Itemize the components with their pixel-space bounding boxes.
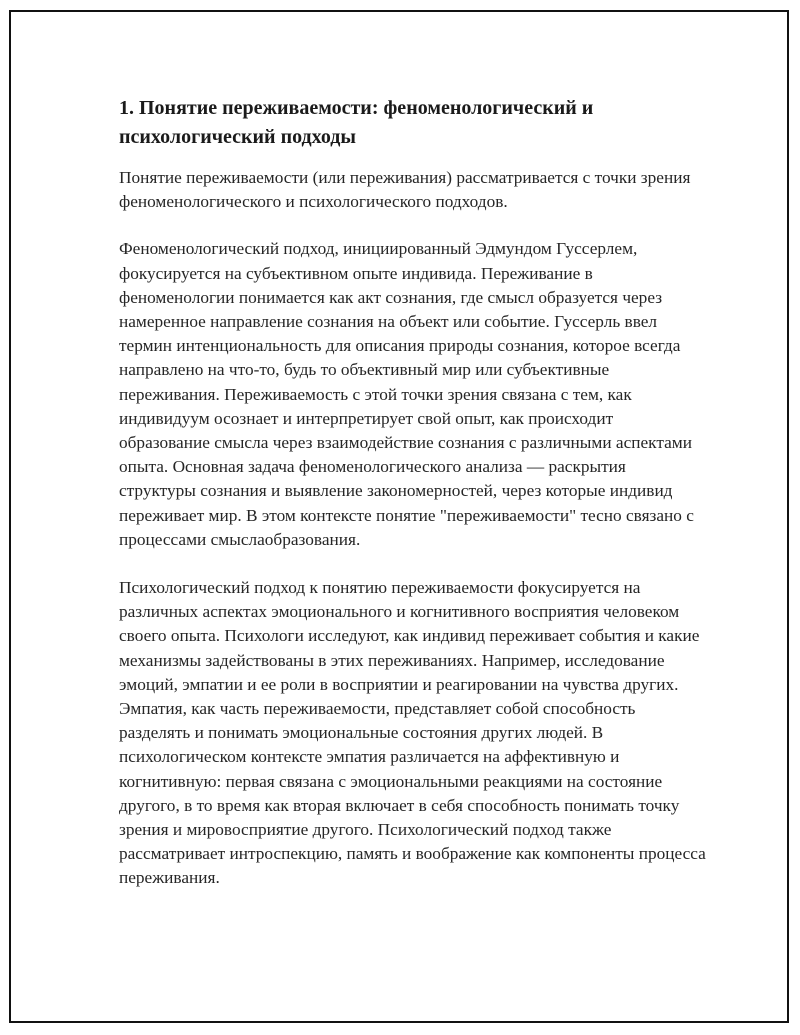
- page-frame: [9, 10, 789, 1023]
- paragraph-intro: Понятие переживаемости (или переживания) рассматривается с точки зрения феноменологического и психологического подходов.: [119, 168, 691, 212]
- paragraph-psychological: Психологический подход к понятию переживаемости фокусируется на различных аспектах эмоционального и когнитивного восприятия человеком своего опыта. Психологи исследуют, как индивид переживает события и какие механизмы задействованы в этих переживаниях. Например, исследование эмоций, эмпатии и ее роли в восприятии и реагировании на чувства других. Эмпатия, как часть переживаемости, представляет собой способность разделять и понимать эмоциональные состояния других людей. В психологическом контексте эмпатия различается на аффективную и когнитивную: первая связана с эмоциональными реакциями на состояние другого, в то время как вторая включает в себя способность понимать точку зрения и мировосприятие другого. Психологический подход также рассматривает интроспекцию, память и воображение как компоненты процесса переживания.: [119, 578, 706, 888]
- section-heading: 1. Понятие переживаемости: феноменологический и психологический подходы: [119, 97, 594, 148]
- paragraph-phenomenological: Феноменологический подход, инициированный Эдмундом Гуссерлем, фокусируется на субъективном опыте индивида. Переживание в феноменологии понимается как акт сознания, где смысл образуется через намеренное направление сознания на объект или событие. Гуссерль ввел термин интенциональность для описания природы сознания, которое всегда направлено на что-то, будь то объективный мир или субъективные переживания. Переживаемость с этой точки зрения связана с тем, как индивидуум осознает и интерпретирует свой опыт, как происходит образование смысла через взаимодействие сознания с различными аспектами опыта. Основная задача феноменологического анализа — раскрытия структуры сознания и выявление закономерностей, через которые индивид переживает мир. В этом контексте понятие "переживаемости" тесно связано с процессами смыслаобразования.: [119, 239, 694, 549]
- document-body: [119, 94, 707, 915]
